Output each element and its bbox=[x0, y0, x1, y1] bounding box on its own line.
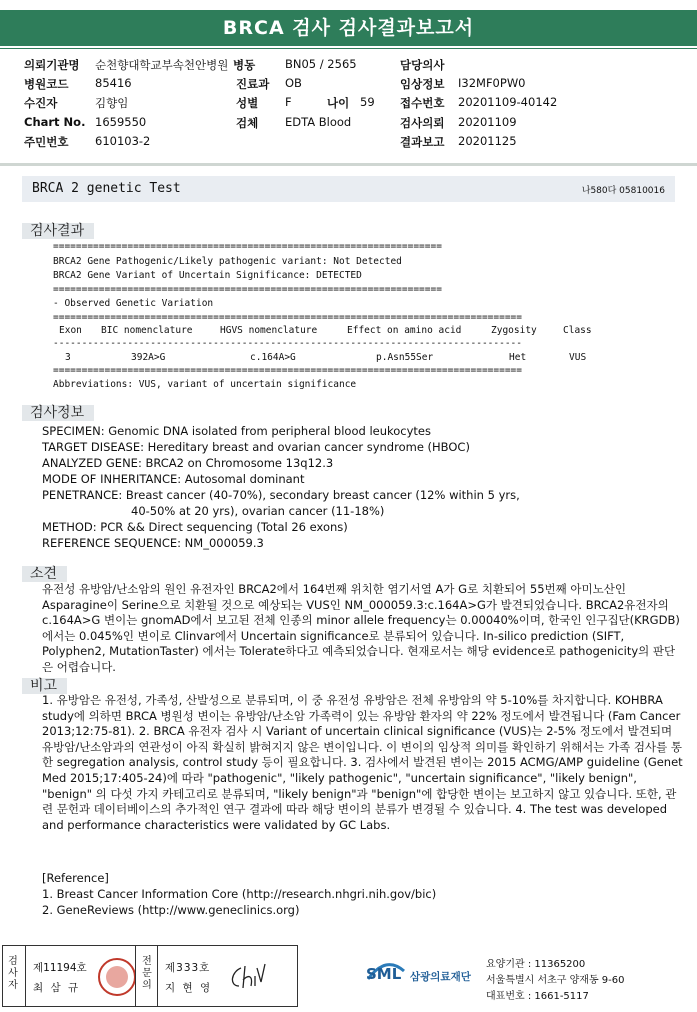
test-number: 나580다 05810016 bbox=[581, 186, 665, 196]
patient-label: 수진자 bbox=[24, 96, 58, 110]
sex-label: 성별 bbox=[236, 96, 259, 110]
company-address: 서울특별시 서초구 양재동 9-60 bbox=[486, 975, 625, 986]
result-dash: ---------------------------------------------------------------------------------- bbox=[53, 338, 522, 349]
company-name: 삼광의료재단 bbox=[410, 971, 471, 983]
info-heading: 검사정보 bbox=[22, 402, 94, 422]
result-rule-1: ==================================================================== bbox=[53, 241, 442, 252]
footer bbox=[0, 945, 697, 1007]
report-date-value: 20201125 bbox=[458, 134, 517, 148]
dept-value: OB bbox=[285, 76, 302, 90]
examiner-number: 제11194호 bbox=[33, 962, 87, 974]
signature-icon bbox=[227, 962, 267, 992]
report-date-label: 결과보고 bbox=[400, 135, 445, 149]
examiner-seal bbox=[98, 958, 136, 996]
info-method: METHOD: PCR && Direct sequencing (Total 26 exons) bbox=[42, 520, 348, 534]
rrn-value: 610103-2 bbox=[95, 134, 151, 148]
request-label: 검사의뢰 bbox=[400, 116, 445, 130]
col-zygosity: Zygosity bbox=[491, 325, 537, 336]
test-title-bar bbox=[22, 176, 675, 202]
col-effect: Effect on amino acid bbox=[347, 325, 462, 336]
remarks-text: 1. 유방암은 유전성, 가족성, 산발성으로 분류되며, 이 중 유전성 유방암은 전체 유방암의 약 5-10%를 차지합니다. KOHBRA study에 의하면 BRCA 병원성 변이는 유방암/난소암 가족력이 있는 유방암 환자의 약 22% 정도에서 발견됩니다 (Fam Cancer 2013;12:75-81). 2. BRCA 유전자 검사 시 Variant of uncertain clinical significance (VUS)는 2-5% 정도에서 발견되며 유방암/난소암과의 연관성이 아직 확실히 밝혀지지 않은 변이입니다. 이 변이의 임상적 의미를 확인하기 위해서는 가족 검사를 통한 segregation analysis, control study 등이 필요합니다. 3. 검사에서 발견된 변이는 2015 ACMG/AMP guideline (Genet Med 2015;17:405-24)에 따라 "pathogenic", "likely pathogenic", "uncertain significance", "likely benign", "benign" 의 다섯 가지 카테고리로 분류되며, "likely benign"과 "benign"에 합당한 변이는 보고하지 않고 있습니다. 또한, 관련 문헌과 데이터베이스의 추가적인 연구 결과에 따라 해당 변이의 분류가 변경될 수 있습니다. 4. The test was developed and performance characteristics were validated by GC Labs. bbox=[42, 693, 683, 832]
specimen-label: 검체 bbox=[236, 116, 259, 130]
hospital-code-value: 85416 bbox=[95, 76, 132, 90]
cell-class: VUS bbox=[569, 352, 587, 363]
finding-heading: 소견 bbox=[22, 563, 67, 583]
col-class: Class bbox=[563, 325, 592, 336]
header-divider bbox=[0, 163, 697, 166]
col-exon: Exon bbox=[59, 325, 82, 336]
info-gene: ANALYZED GENE: BRCA2 on Chromosome 13q12.3 bbox=[42, 456, 334, 470]
report-title: BRCA 검사 검사결과보고서 bbox=[0, 10, 697, 46]
patient-value: 김향임 bbox=[95, 96, 129, 110]
signature-box bbox=[2, 945, 298, 1007]
company-phone: 대표번호 : 1661-5117 bbox=[486, 991, 589, 1002]
age-value: 59 bbox=[360, 95, 375, 109]
company-logo: SML bbox=[366, 965, 402, 983]
hospital-code-label: 병원코드 bbox=[24, 77, 69, 91]
finding-text: 유전성 유방암/난소암의 원인 유전자인 BRCA2에서 164번째 위치한 염기서열 A가 G로 치환되어 55번째 아미노산인 Asparagine이 Serine으로 치환될 것으로 예상되는 VUS인 NM_000059.3:c.164A>G가 발견되었습니다. BRCA2유전자의 c.164A>G 변이는 gnomAD에서 보고된 전체 인종의 minor allele frequency는 0.00040%이며, 한국인 인구집단(KRGDB)에서는 0.045%인 변이로 Clinvar에서 Uncertain significance로 분류되어 있습니다. In-silico prediction (SIFT, Polyphen2, MutationTaster) 에서는 Tolerate하다고 예측되었습니다. 현재로서는 해당 evidence로 pathogenicity의 판단은 어렵습니다. bbox=[42, 582, 680, 674]
col-hgvs: HGVS nomenclature bbox=[220, 325, 318, 336]
cell-effect: p.Asn55Ser bbox=[376, 352, 434, 363]
chart-label: Chart No. bbox=[24, 115, 86, 129]
info-penetrance: PENETRANCE: Breast cancer (40-70%), secondary breast cancer (12% within 5 yrs, bbox=[42, 488, 520, 502]
specialist-label: 전문의 bbox=[142, 956, 152, 991]
request-value: 20201109 bbox=[458, 115, 517, 129]
abbreviations: Abbreviations: VUS, variant of uncertain significance bbox=[53, 379, 357, 390]
result-rule-3: ================================================================================== bbox=[53, 312, 522, 323]
institution-value: 순천향대학교부속천안병원 bbox=[95, 58, 229, 72]
sex-value: F bbox=[285, 95, 292, 109]
result-rule-2: ==================================================================== bbox=[53, 284, 442, 295]
doctor-label: 담당의사 bbox=[400, 58, 445, 72]
info-specimen: SPECIMEN: Genomic DNA isolated from peripheral blood leukocytes bbox=[42, 424, 431, 438]
reference-2: 2. GeneReviews (http://www.geneclinics.org) bbox=[42, 903, 300, 917]
institution-label: 의뢰기관명 bbox=[24, 58, 80, 72]
cell-zygosity: Het bbox=[509, 352, 527, 363]
result-line-2: BRCA2 Gene Variant of Uncertain Significance: DETECTED bbox=[53, 270, 362, 281]
cell-exon: 3 bbox=[65, 352, 71, 363]
info-reference: REFERENCE SEQUENCE: NM_000059.3 bbox=[42, 536, 264, 550]
result-rule-4: ================================================================================== bbox=[53, 365, 522, 376]
dept-label: 진료과 bbox=[236, 77, 270, 91]
specialist-number: 제333호 bbox=[165, 962, 211, 974]
examiner-label: 검사자 bbox=[8, 956, 18, 991]
result-line-3: - Observed Genetic Variation bbox=[53, 298, 214, 309]
age-label: 나이 bbox=[327, 96, 350, 110]
specimen-value: EDTA Blood bbox=[285, 115, 352, 129]
result-line-1: BRCA2 Gene Pathogenic/Likely pathogenic variant: Not Detected bbox=[53, 256, 402, 267]
reference-title: [Reference] bbox=[42, 871, 109, 885]
info-penetrance-cont: 40-50% at 20 yrs), ovarian cancer (11-18%) bbox=[131, 504, 385, 518]
col-bic: BIC nomenclature bbox=[101, 325, 193, 336]
result-heading: 검사결과 bbox=[22, 220, 94, 240]
title-underline bbox=[0, 48, 697, 49]
cell-bic: 392A>G bbox=[131, 352, 166, 363]
specialist-name: 지 현 영 bbox=[165, 982, 213, 994]
remarks-heading: 비고 bbox=[22, 675, 67, 695]
institution-code: 요양기관 : 11365200 bbox=[486, 959, 586, 970]
rrn-label: 주민번호 bbox=[24, 135, 69, 149]
reference-1: 1. Breast Cancer Information Core (http://research.nhgri.nih.gov/bic) bbox=[42, 887, 437, 901]
info-mode: MODE OF INHERITANCE: Autosomal dominant bbox=[42, 472, 305, 486]
receipt-label: 접수번호 bbox=[400, 96, 445, 110]
clinical-value: I32MF0PW0 bbox=[458, 76, 526, 90]
chart-value: 1659550 bbox=[95, 115, 147, 129]
test-name: BRCA 2 genetic Test bbox=[32, 181, 181, 196]
ward-value: BN05 / 2565 bbox=[285, 57, 357, 71]
examiner-name: 최 삼 규 bbox=[33, 982, 81, 994]
ward-label: 병동 bbox=[233, 58, 256, 72]
info-disease: TARGET DISEASE: Hereditary breast and ovarian cancer syndrome (HBOC) bbox=[42, 440, 470, 454]
cell-hgvs: c.164A>G bbox=[250, 352, 296, 363]
clinical-label: 임상정보 bbox=[400, 77, 445, 91]
receipt-value: 20201109-40142 bbox=[458, 95, 558, 109]
